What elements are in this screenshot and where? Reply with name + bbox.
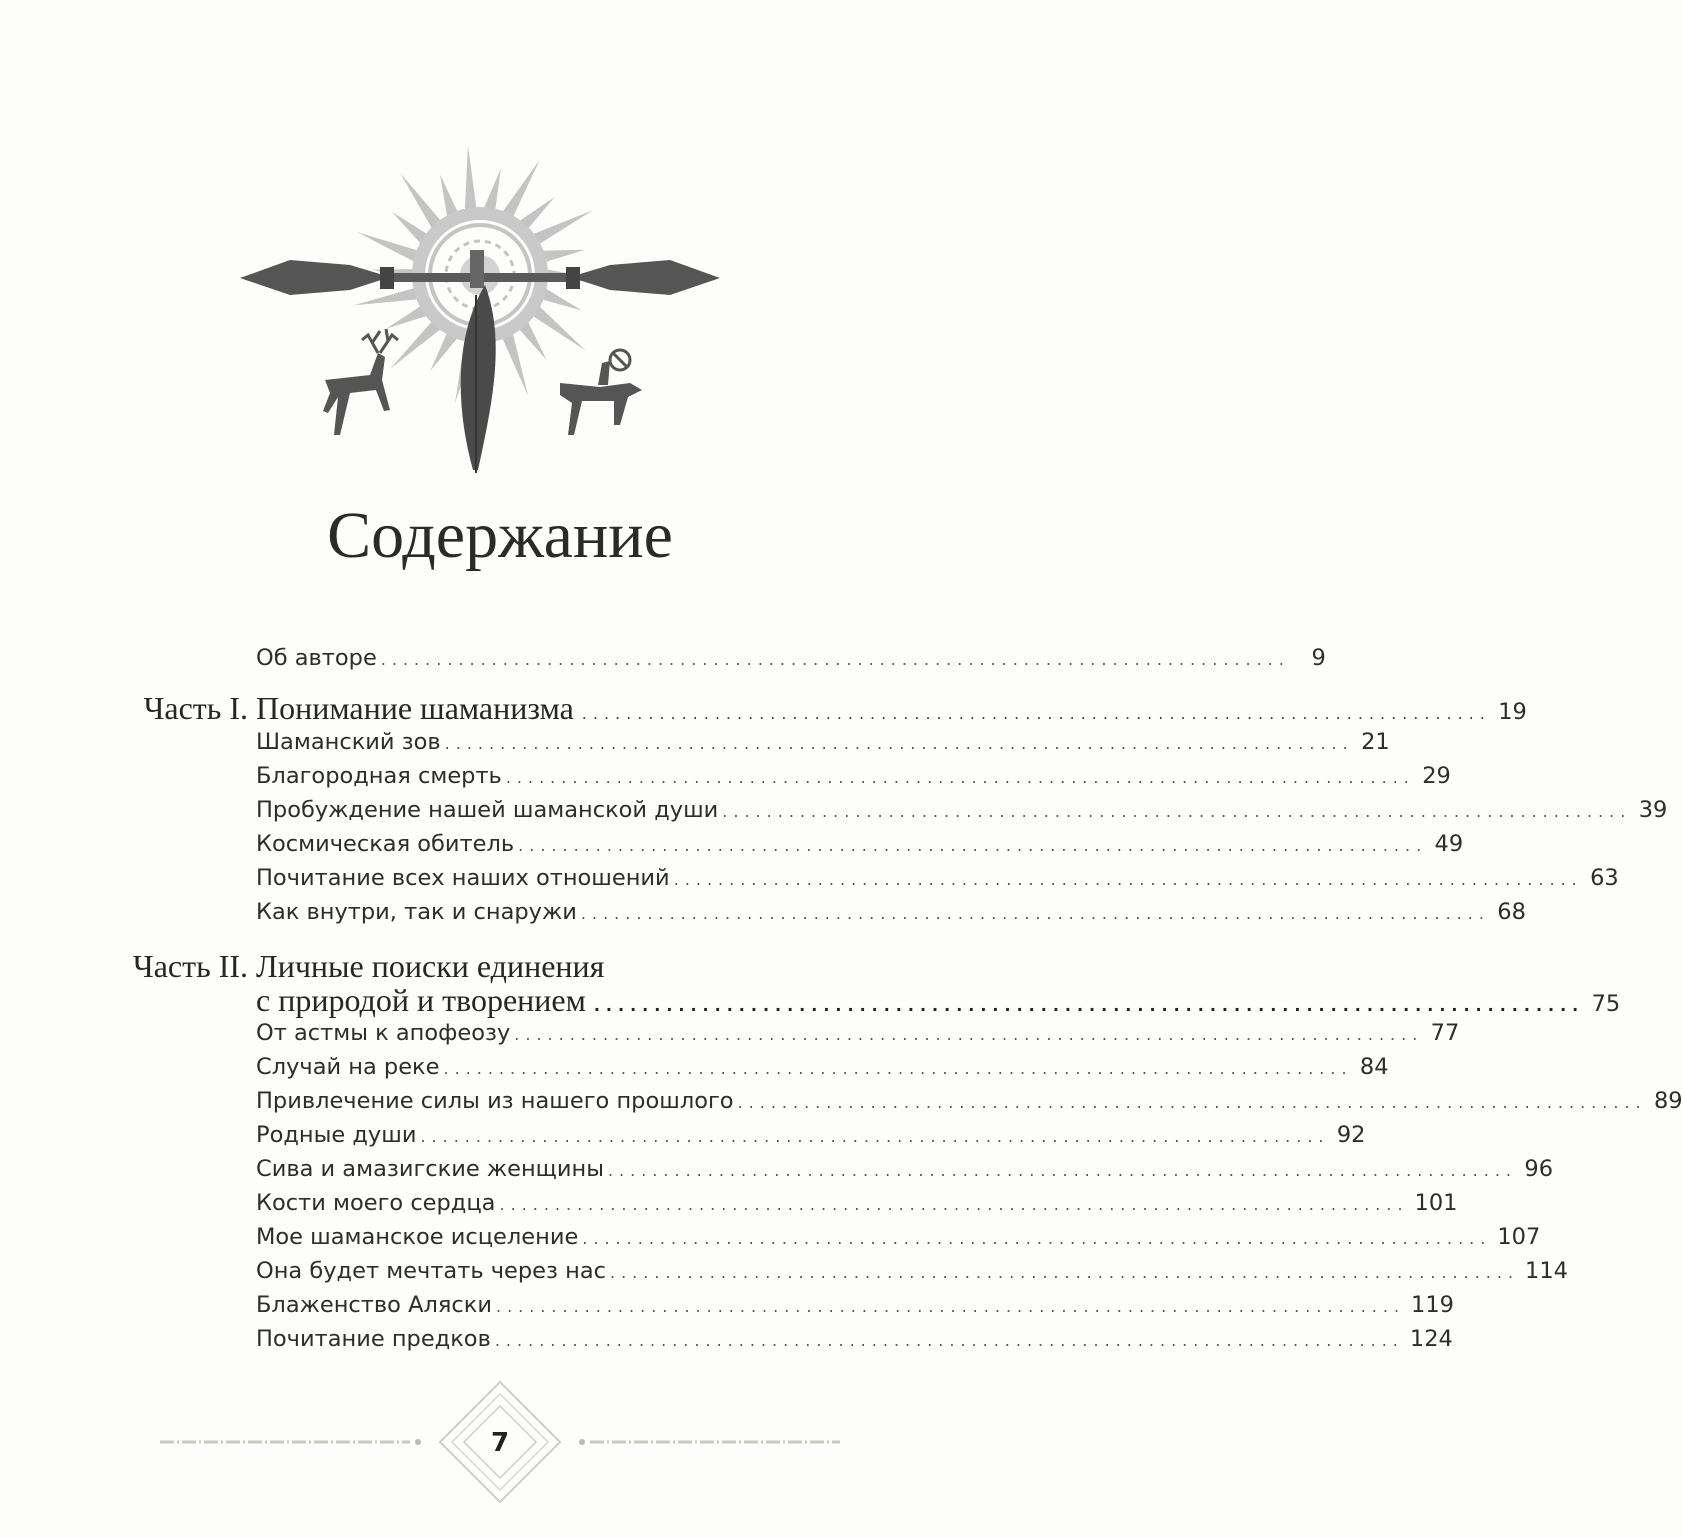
deer-icon xyxy=(323,329,398,435)
header-illustration xyxy=(230,135,730,480)
toc-entry-page: 101 xyxy=(1414,1190,1458,1216)
toc-entry[interactable] xyxy=(256,1224,1541,1258)
horse-rider-icon xyxy=(560,350,642,435)
toc-entry-page: 89 xyxy=(1653,1088,1683,1114)
toc-entry[interactable] xyxy=(256,1190,1458,1224)
toc-entry-title: Мое шаманское исцеление xyxy=(256,1224,579,1250)
toc-entry-title: Сива и амазигские женщины xyxy=(256,1156,604,1182)
leader-dots: .................................................................................. xyxy=(505,768,1415,787)
leader-dots: .................................................................................. xyxy=(580,904,1490,923)
toc-entry-page: 107 xyxy=(1497,1224,1541,1250)
toc-entry-page: 63 xyxy=(1590,865,1619,891)
leader-dots: .................................................................................. xyxy=(495,1297,1406,1316)
leader-dots: .................................................................................. xyxy=(593,996,1585,1015)
toc-entry-title: Об авторе xyxy=(256,645,377,671)
toc-entry[interactable] xyxy=(256,831,1464,865)
toc-entry-title: Благородная смерть xyxy=(256,763,502,789)
toc-entry[interactable] xyxy=(256,1122,1366,1156)
leader-dots: .................................................................................. xyxy=(518,836,1428,855)
toc-entry-page: 77 xyxy=(1430,1020,1460,1046)
toc-entry-page: 68 xyxy=(1497,899,1526,925)
toc-entry[interactable] xyxy=(256,1020,1460,1054)
toc-entry-page: 119 xyxy=(1411,1292,1454,1318)
toc-entry[interactable] xyxy=(256,1292,1454,1326)
toc-entry-page: 9 xyxy=(1311,645,1326,671)
leader-dots: .................................................................................. xyxy=(722,802,1632,821)
toc-entry[interactable] xyxy=(256,1258,1568,1292)
part-1-page: 19 xyxy=(1498,699,1527,725)
leader-dots: .................................................................................. xyxy=(494,1331,1404,1350)
part-2-title-line-2: с природой и творением xyxy=(256,982,586,1018)
leader-dots: .................................................................................. xyxy=(581,704,1491,723)
toc-entry-page: 124 xyxy=(1409,1326,1453,1352)
toc-entry-page: 84 xyxy=(1359,1054,1389,1080)
leader-dots: .................................................................................. xyxy=(444,734,1354,753)
toc-entry[interactable] xyxy=(256,1326,1453,1360)
page-title: Содержание xyxy=(327,499,673,572)
toc-entry-title: Как внутри, так и снаружи xyxy=(256,899,577,925)
leader-dots: .................................................................................. xyxy=(499,1195,1409,1214)
toc-entry-title: Кости моего сердца xyxy=(256,1190,496,1216)
toc-entry[interactable] xyxy=(256,797,1668,831)
toc-part-1[interactable] xyxy=(256,690,1527,727)
toc-entry-title: Пробуждение нашей шаманской души xyxy=(256,797,719,823)
leader-dots: .................................................................................. xyxy=(582,1229,1492,1248)
leader-dots: .................................................................................. xyxy=(609,1263,1520,1282)
part-2-page: 75 xyxy=(1591,991,1621,1017)
toc-entry-page: 92 xyxy=(1336,1122,1366,1148)
toc-entry-title: От астмы к апофеозу xyxy=(256,1020,511,1046)
toc-entry-page: 96 xyxy=(1524,1156,1554,1182)
toc-entry-page: 29 xyxy=(1422,763,1451,789)
toc-entry[interactable] xyxy=(256,899,1526,933)
toc-entry-page: 39 xyxy=(1638,797,1668,823)
toc-entry-page: 21 xyxy=(1361,729,1390,755)
toc-entry[interactable] xyxy=(256,763,1451,797)
leader-dots: .................................................................................. xyxy=(607,1161,1518,1180)
toc-entry-page: 114 xyxy=(1525,1258,1568,1284)
page-number: 7 xyxy=(490,1428,510,1458)
toc-entry-about-author[interactable] xyxy=(256,645,1326,679)
toc-entry-title: Родные души xyxy=(256,1122,417,1148)
part-1-label: Часть I. xyxy=(143,690,248,726)
toc-entry[interactable] xyxy=(256,1088,1683,1122)
toc-entry-title: Почитание предков xyxy=(256,1326,491,1352)
toc-entry-page: 49 xyxy=(1434,831,1464,857)
toc-entry-title: Блаженство Аляски xyxy=(256,1292,492,1318)
leader-dots: .................................................................................. xyxy=(514,1025,1424,1044)
toc-entry-title: Случай на реке xyxy=(256,1054,440,1080)
part-2-title-line-1: Личные поиски единения xyxy=(256,948,605,984)
toc-entry-title: Она будет мечтать через нас xyxy=(256,1258,606,1284)
part-1-title: Понимание шаманизма xyxy=(256,690,574,726)
toc-entry[interactable] xyxy=(256,865,1619,899)
toc-entry-title: Привлечение силы из нашего прошлого xyxy=(256,1088,734,1114)
toc-entry-title: Почитание всех наших отношений xyxy=(256,865,670,891)
leader-dots: .................................................................................. xyxy=(420,1127,1330,1146)
toc-entry-title: Космическая обитель xyxy=(256,831,515,857)
toc-part-2[interactable] xyxy=(256,982,1621,1019)
toc-entry[interactable] xyxy=(256,1054,1389,1088)
leader-dots: .................................................................................. xyxy=(737,1093,1647,1112)
leader-dots: .................................................................................. xyxy=(673,870,1583,889)
toc-entry[interactable] xyxy=(256,729,1390,763)
leader-dots: .................................................................................. xyxy=(443,1059,1353,1078)
toc-entry[interactable] xyxy=(256,1156,1554,1190)
leader-dots: .................................................................................. xyxy=(380,650,1290,669)
toc-entry-title: Шаманский зов xyxy=(256,729,441,755)
part-2-label: Часть II. xyxy=(132,948,248,984)
